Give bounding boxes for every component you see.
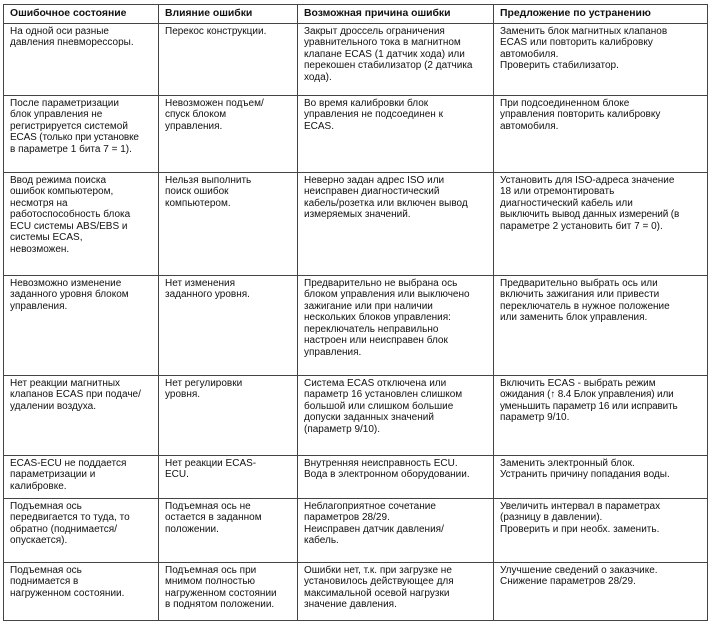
- cause-cell: [298, 95, 494, 172]
- text-line: уравнительного тока в магнитном: [304, 37, 461, 48]
- text-line: Внутренняя неисправность ECU.: [304, 457, 458, 469]
- table-row: [4, 498, 708, 562]
- text-line: Предварительно не выбрана ось: [304, 277, 458, 289]
- text-line: поднимается в: [10, 576, 79, 587]
- text-line: Включить ECAS - выбрать режим: [500, 377, 656, 389]
- text-line: блоком управления или выключено: [304, 289, 470, 300]
- text-line: управления.: [165, 120, 223, 132]
- text-line: Предварительно выбрать ось или: [500, 277, 658, 289]
- table-row: [4, 562, 708, 620]
- text-line: поиск ошибок: [165, 186, 229, 197]
- text-line: несмотря на: [10, 197, 68, 209]
- effect-cell: [159, 498, 298, 562]
- table-row: [4, 455, 708, 498]
- text-line: Вода в электронном оборудовании.: [304, 469, 470, 480]
- state-cell: [4, 95, 159, 172]
- text-line: удалении воздуха.: [10, 400, 97, 412]
- text-line: или заменить блок управления.: [500, 312, 648, 323]
- text-line: калибровке.: [10, 480, 67, 492]
- text-line: Закрыт дроссель ограничения: [304, 25, 445, 37]
- text-line: измеряемых значений.: [304, 209, 411, 220]
- cause-cell: [298, 498, 494, 562]
- text-line: положении.: [165, 523, 219, 535]
- text-line: установилось действующее для: [304, 576, 454, 587]
- header-fix: Предложение по устранению: [494, 5, 708, 24]
- text-line: Нельзя выполнить: [165, 174, 252, 186]
- state-cell: [4, 498, 159, 562]
- text-line: автомобиля.: [500, 48, 559, 60]
- fix-cell: [494, 562, 708, 620]
- text-line: нагруженном состоянии.: [10, 587, 125, 599]
- effect-cell: [159, 455, 298, 498]
- text-line: настроен или неисправен блок: [304, 335, 448, 346]
- text-line: выключить вывод данных измерений (в: [500, 209, 680, 220]
- text-line: спуск блоком: [165, 109, 227, 120]
- table-row: [4, 95, 708, 172]
- header-effect: Влияние ошибки: [159, 5, 298, 24]
- table-row: [4, 275, 708, 375]
- text-line: нагруженном состоянии: [165, 587, 277, 599]
- fix-cell: [494, 498, 708, 562]
- effect-cell: [159, 562, 298, 620]
- text-line: неисправен диагностический: [304, 186, 440, 197]
- text-line: Подъемная ось: [10, 500, 82, 512]
- text-line: На одной оси разные: [10, 25, 109, 37]
- text-line: ECAS (только при установке: [10, 132, 139, 143]
- text-line: обратно (поднимается/: [10, 523, 117, 535]
- cause-cell: [298, 275, 494, 375]
- text-line: Подъемная ось: [10, 564, 82, 576]
- cause-cell: [298, 562, 494, 620]
- text-line: переключатель в нужное положение: [500, 300, 670, 312]
- text-line: (параметр 9/10).: [304, 423, 381, 435]
- text-line: Ошибки нет, т.к. при загрузке не: [304, 564, 452, 576]
- state-cell: [4, 562, 159, 620]
- text-line: в поднятом положении.: [165, 599, 275, 610]
- effect-cell: [159, 375, 298, 455]
- text-line: параметров 28/29.: [304, 512, 390, 523]
- text-line: заданного уровня.: [165, 289, 250, 300]
- text-line: Неисправен датчик давления/: [304, 523, 444, 535]
- text-line: ECAS или повторить калибровку: [500, 37, 653, 48]
- table-row: [4, 23, 708, 95]
- text-line: параметр 9/10.: [500, 412, 570, 423]
- text-line: Нет реакции ECAS-: [165, 457, 257, 469]
- text-line: ожидания (↑ 8.4 Блок управления) или: [500, 389, 674, 400]
- text-line: перекошен стабилизатор (2 датчика: [304, 60, 473, 71]
- text-line: максимальной осевой нагрузки: [304, 587, 450, 599]
- text-line: При подсоединенном блоке: [500, 97, 630, 109]
- cause-cell: [298, 172, 494, 275]
- text-line: допуски заданных значений: [304, 412, 434, 423]
- text-line: Заменить электронный блок.: [500, 457, 635, 469]
- text-line: включить зажигания или привести: [500, 289, 660, 300]
- text-line: переключатель неправильно: [304, 323, 439, 335]
- text-line: опускается).: [10, 535, 68, 546]
- text-line: ECU системы ABS/EBS и: [10, 220, 128, 232]
- text-line: параметре 2 установить бит 7 = 0).: [500, 220, 663, 232]
- text-line: клапане ECAS (1 датчик хода) или: [304, 48, 465, 60]
- text-line: управления не подсоединен к: [304, 109, 443, 120]
- text-line: компьютером.: [165, 197, 231, 209]
- text-line: кабель/розетка или включен вывод: [304, 197, 468, 209]
- text-line: Во время калибровки блок: [304, 97, 429, 109]
- state-cell: [4, 275, 159, 375]
- state-cell: [4, 172, 159, 275]
- header-cause: Возможная причина ошибки: [298, 5, 494, 24]
- text-line: Нет реакции магнитных: [10, 377, 121, 389]
- text-line: Система ECAS отключена или: [304, 377, 447, 389]
- text-line: Заменить блок магнитных клапанов: [500, 25, 668, 37]
- text-line: автомобиля.: [500, 120, 559, 132]
- text-line: Подъемная ось не: [165, 500, 251, 512]
- text-line: Нет регулировки: [165, 377, 243, 389]
- effect-cell: [159, 275, 298, 375]
- cause-cell: [298, 375, 494, 455]
- text-line: большой или слишком большие: [304, 400, 454, 412]
- text-line: Невозможен подъем/: [165, 97, 264, 109]
- fault-table: [3, 4, 708, 621]
- text-line: Установить для ISO-адреса значение: [500, 174, 675, 186]
- text-line: зажигание или при наличии: [304, 300, 433, 312]
- text-line: ECAS.: [304, 120, 335, 132]
- text-line: регистрируется системой: [10, 120, 128, 132]
- table-row: [4, 172, 708, 275]
- text-line: управления повторить калибровку: [500, 109, 661, 120]
- text-line: параметр 16 установлен слишком: [304, 389, 463, 400]
- text-line: Перекос конструкции.: [165, 25, 267, 37]
- text-line: диагностический кабель или: [500, 197, 633, 209]
- text-line: работоспособность блока: [10, 209, 131, 220]
- state-cell: [4, 23, 159, 95]
- text-line: системы ECAS,: [10, 232, 83, 243]
- effect-cell: [159, 23, 298, 95]
- text-line: Увеличить интервал в параметрах: [500, 500, 661, 512]
- text-line: Улучшение сведений о заказчике.: [500, 564, 658, 576]
- cause-cell: [298, 455, 494, 498]
- text-line: Проверить и при необх. заменить.: [500, 523, 660, 535]
- text-line: значение давления.: [304, 599, 397, 610]
- text-line: управления.: [304, 346, 362, 358]
- text-line: Устранить причину попадания воды.: [500, 469, 670, 480]
- text-line: Снижение параметров 28/29.: [500, 576, 636, 587]
- text-line: Ввод режима поиска: [10, 174, 107, 186]
- text-line: управления.: [10, 300, 68, 312]
- text-line: 18 или отремонтировать: [500, 186, 615, 197]
- state-cell: [4, 455, 159, 498]
- text-line: параметризации и: [10, 469, 96, 480]
- fix-cell: [494, 275, 708, 375]
- text-line: хода).: [304, 71, 332, 83]
- text-line: После параметризации: [10, 97, 119, 109]
- text-line: невозможен.: [10, 243, 70, 255]
- text-line: (разницу в давлении).: [500, 512, 603, 523]
- text-line: Неверно задан адрес ISO или: [304, 174, 445, 186]
- text-line: передвигается то туда, то: [10, 512, 130, 523]
- fix-cell: [494, 23, 708, 95]
- text-line: ошибок компьютером,: [10, 186, 114, 197]
- text-line: заданного уровня блоком: [10, 289, 129, 300]
- fix-cell: [494, 455, 708, 498]
- text-line: остается в заданном: [165, 512, 262, 523]
- text-line: Проверить стабилизатор.: [500, 60, 619, 71]
- fix-cell: [494, 95, 708, 172]
- effect-cell: [159, 172, 298, 275]
- text-line: Неблагоприятное сочетание: [304, 500, 436, 512]
- text-line: блок управления не: [10, 109, 103, 120]
- fix-cell: [494, 172, 708, 275]
- text-line: клапанов ECAS при подаче/: [10, 389, 141, 400]
- text-line: Подъемная ось при: [165, 564, 257, 576]
- text-line: в параметре 1 бита 7 = 1).: [10, 143, 132, 155]
- header-row: [4, 5, 708, 24]
- text-line: ECAS-ECU не поддается: [10, 457, 127, 469]
- fix-cell: [494, 375, 708, 455]
- text-line: давления пневморессоры.: [10, 37, 134, 48]
- text-line: кабель.: [304, 535, 339, 546]
- text-line: мнимом полностью: [165, 576, 256, 587]
- text-line: уменьшить параметр 16 или исправить: [500, 400, 678, 412]
- effect-cell: [159, 95, 298, 172]
- state-cell: [4, 375, 159, 455]
- text-line: Невозможно изменение: [10, 277, 122, 289]
- text-line: уровня.: [165, 389, 201, 400]
- text-line: Нет изменения: [165, 277, 236, 289]
- header-state: Ошибочное состояние: [4, 5, 159, 24]
- text-line: нескольких блоков управления:: [304, 312, 451, 323]
- text-line: ECU.: [165, 469, 189, 480]
- table-row: [4, 375, 708, 455]
- cause-cell: [298, 23, 494, 95]
